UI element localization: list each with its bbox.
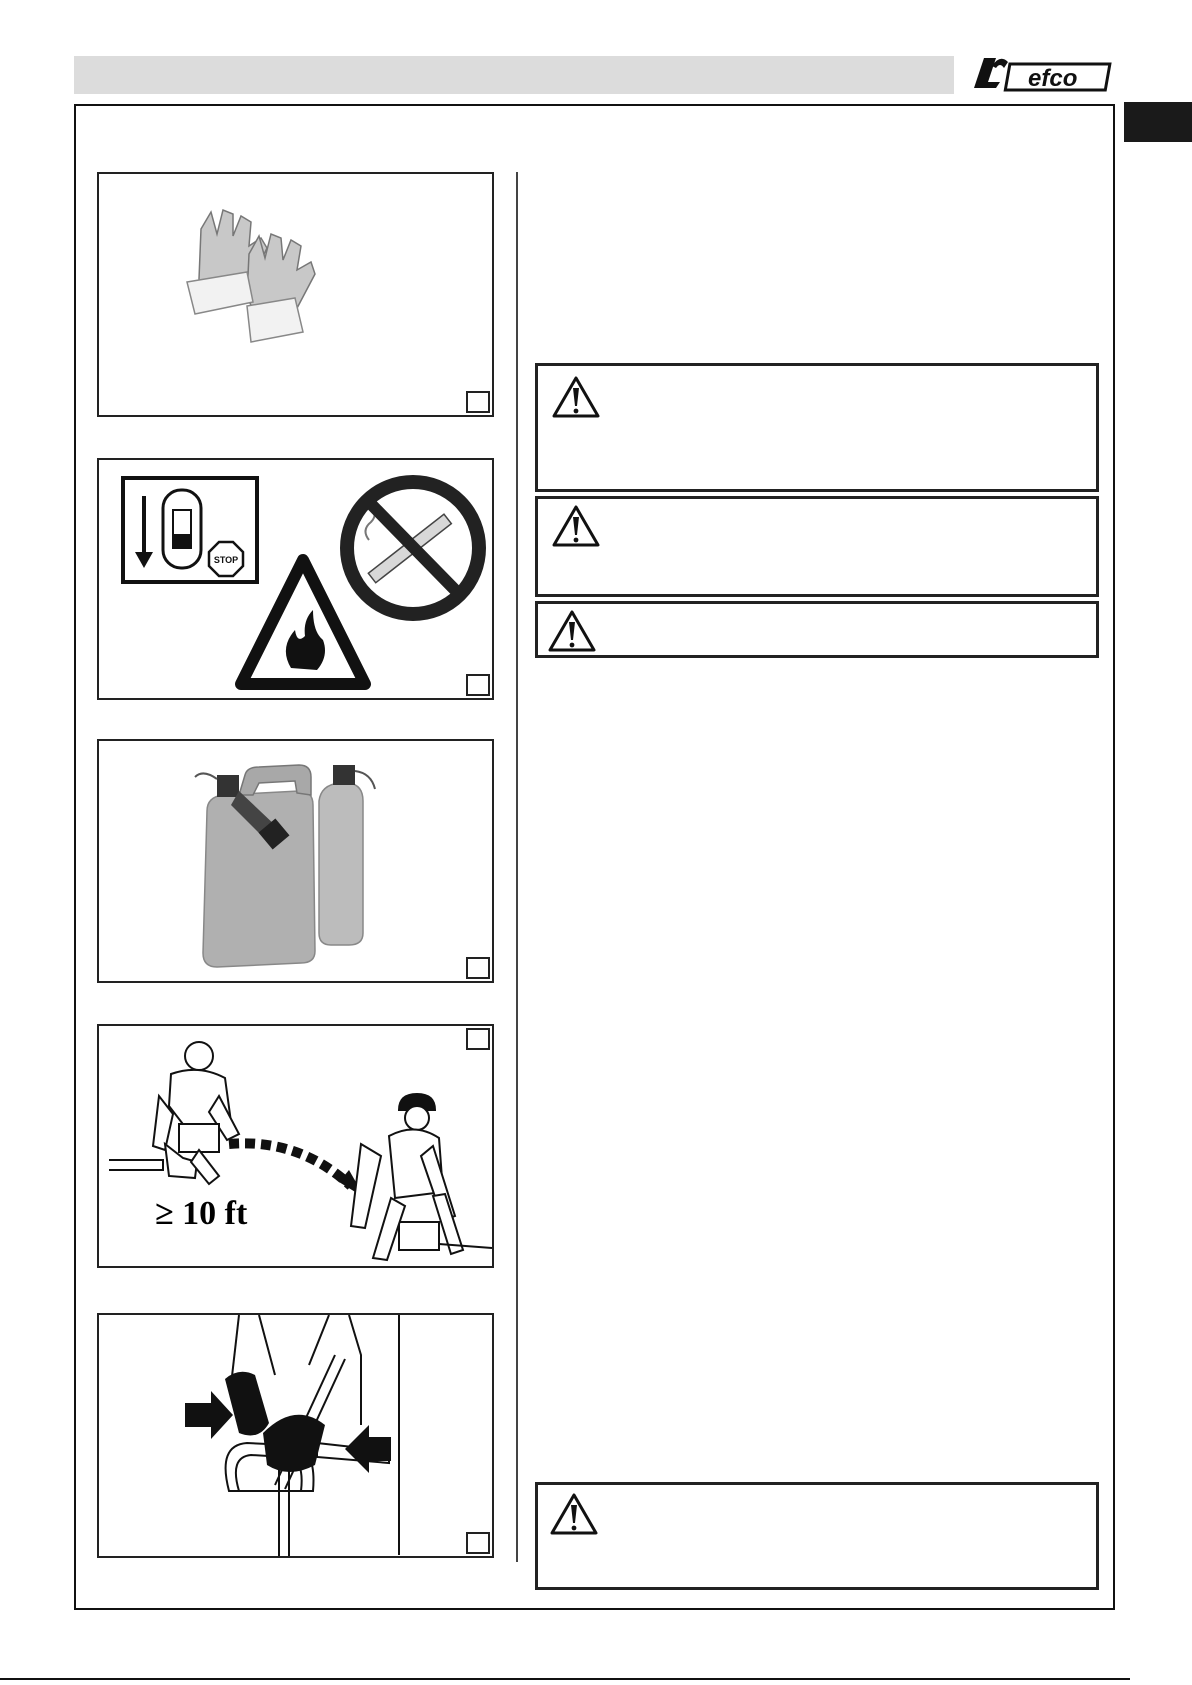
warning-triangle-icon bbox=[550, 503, 602, 549]
warning-box bbox=[535, 601, 1099, 658]
figure-number-box bbox=[466, 957, 490, 979]
section-tab bbox=[1124, 102, 1192, 142]
warning-triangle-icon bbox=[548, 1491, 600, 1537]
header-bar bbox=[74, 56, 954, 94]
figure-number-box bbox=[466, 391, 490, 413]
figure-refuel-distance bbox=[97, 1024, 494, 1268]
distance-label: ≥ 10 ft bbox=[155, 1195, 248, 1232]
figure-stop-no-smoking bbox=[97, 458, 494, 700]
warning-box bbox=[535, 363, 1099, 492]
figure-number-box bbox=[466, 1532, 490, 1554]
warning-box bbox=[535, 1482, 1099, 1590]
figure-number-box bbox=[466, 1028, 490, 1050]
hands-grip-icon bbox=[99, 1315, 492, 1556]
gloves-icon bbox=[99, 174, 492, 415]
svg-text:efco: efco bbox=[1028, 65, 1078, 92]
figure-handle-grip bbox=[97, 1313, 494, 1558]
efco-logo-icon bbox=[966, 52, 1116, 94]
footer-rule bbox=[0, 1678, 1130, 1680]
fuel-can-icon bbox=[99, 741, 492, 981]
warning-triangle-icon bbox=[550, 374, 602, 420]
column-divider bbox=[516, 172, 518, 1562]
figure-gloves bbox=[97, 172, 494, 417]
stop-label: STOP bbox=[213, 555, 239, 565]
flammable-warning-icon bbox=[99, 460, 492, 698]
warning-box bbox=[535, 496, 1099, 597]
figure-fuel-can bbox=[97, 739, 494, 983]
figure-number-box bbox=[466, 674, 490, 696]
brand-logo bbox=[966, 52, 1116, 94]
warning-triangle-icon bbox=[546, 608, 598, 654]
